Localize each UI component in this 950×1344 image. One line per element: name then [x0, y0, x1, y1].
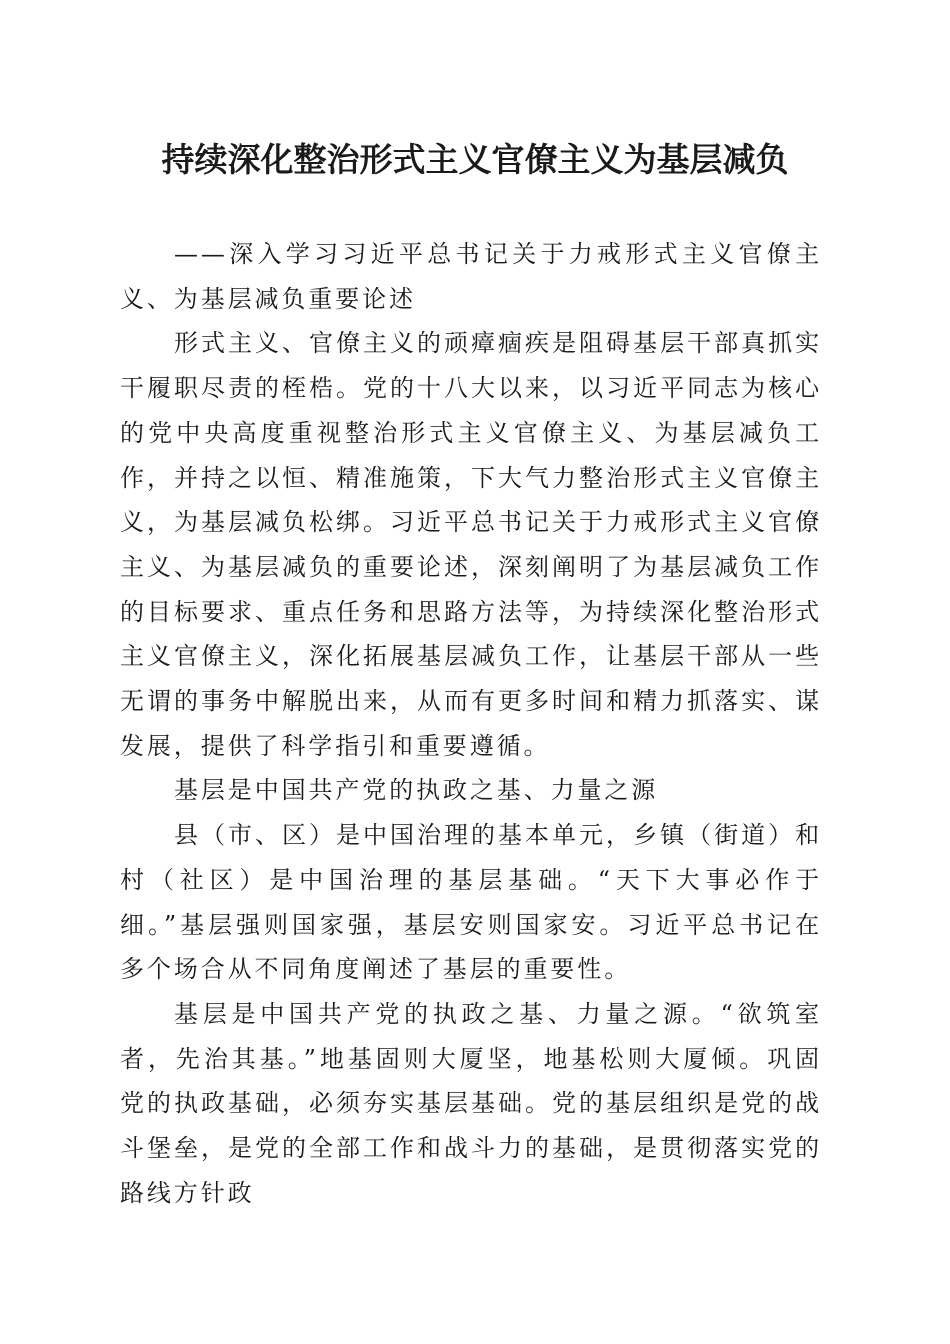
paragraph-2: 县（市、区）是中国治理的基本单元，乡镇（街道）和村（社区）是中国治理的基层基础。“天下大事必作于细。”基层强则国家强，基层安则国家安。习近平总书记在多个场合从不同角度阐述了基层的重要性。	[120, 821, 822, 984]
paragraph-3: 基层是中国共产党的执政之基、力量之源。“欲筑室者，先治其基。”地基固则大厦坚，地基松则大厦倾。巩固党的执政基础，必须夯实基层基础。党的基层组织是党的战斗堡垒，是党的全部工作和战斗力的基础，是贯彻落实党的路线方针政	[120, 999, 822, 1207]
paragraph-1: 形式主义、官僚主义的顽瘴痼疾是阻碍基层干部真抓实干履职尽责的桎梏。党的十八大以来，以习近平同志为核心的党中央高度重视整治形式主义官僚主义、为基层减负工作，并持之以恒、精准施策，下大气力整治形式主义官僚主义，为基层减负松绑。习近平总书记关于力戒形式主义官僚主义、为基层减负的重要论述，深刻阐明了为基层减负工作的目标要求、重点任务和思路方法等，为持续深化整治形式主义官僚主义，深化拓展基层减负工作，让基层干部从一些无谓的事务中解脱出来，从而有更多时间和精力抓落实、谋发展，提供了科学指引和重要遵循。	[120, 329, 822, 760]
section-heading: 基层是中国共产党的执政之基、力量之源	[174, 776, 659, 805]
document-body	[120, 232, 822, 1215]
document-title: 持续深化整治形式主义官僚主义为基层减负	[161, 140, 789, 179]
document-subtitle: ——深入学习习近平总书记关于力戒形式主义官僚主义、为基层减负重要论述	[120, 240, 822, 313]
